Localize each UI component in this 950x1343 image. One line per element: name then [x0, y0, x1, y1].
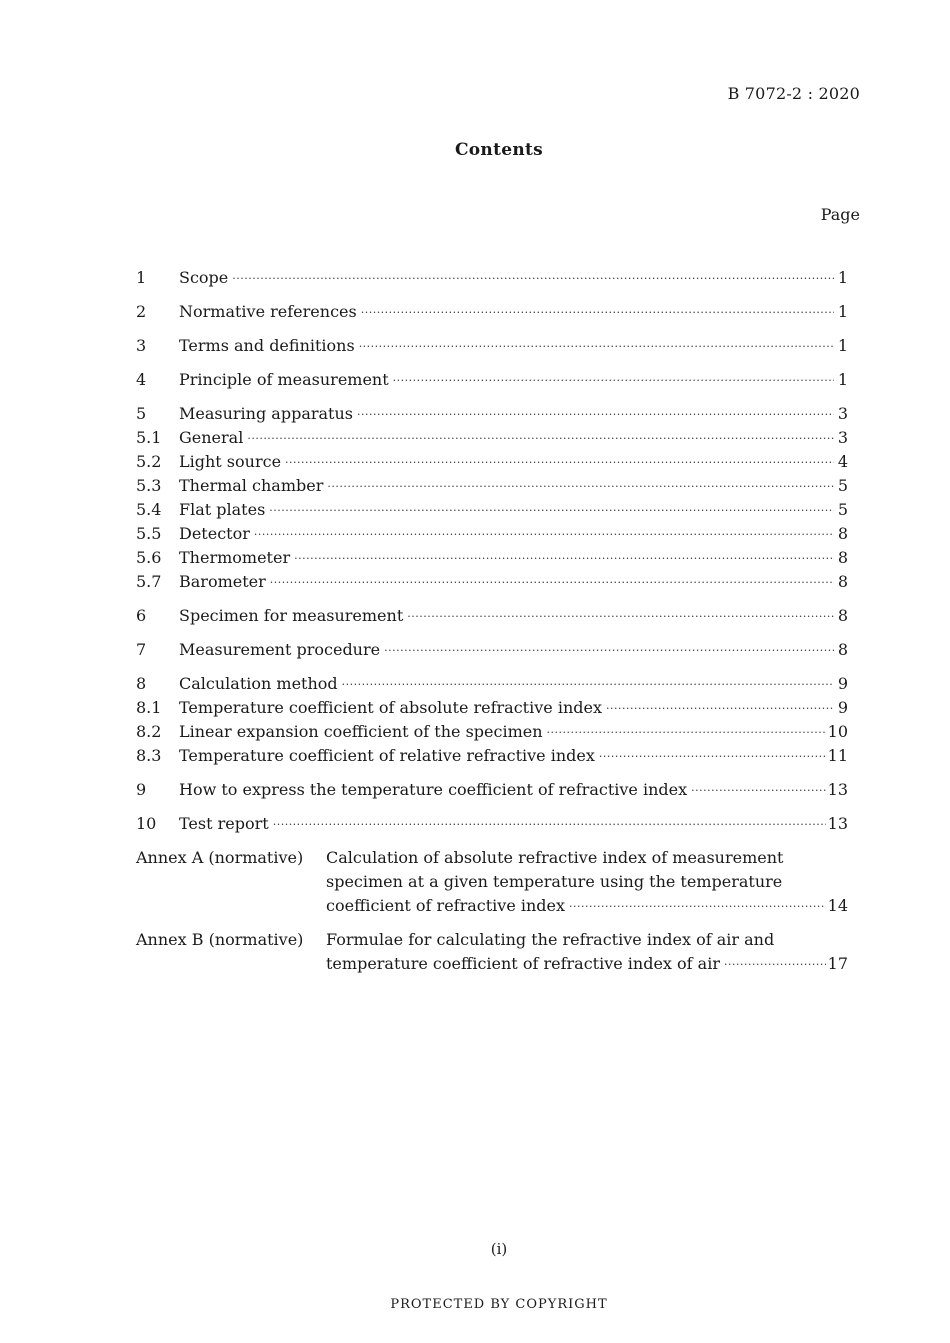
toc-entry-page: 3 [837, 428, 848, 447]
annex-title-line: coefficient of refractive index [326, 896, 566, 915]
toc-group-1 [136, 266, 848, 290]
toc-entry-number: 9 [136, 780, 147, 799]
table-of-contents [136, 266, 848, 986]
page-column-heading: Page [820, 205, 860, 224]
toc-entry-label: Measurement procedure [179, 640, 381, 659]
toc-entry-page: 5 [837, 476, 848, 495]
toc-entry-number: 8.3 [136, 746, 162, 765]
dot-leader [270, 570, 834, 587]
toc-entry-label: Calculation method [179, 674, 338, 693]
toc-entry-number: 5.3 [136, 476, 162, 495]
toc-entry-number: 2 [136, 302, 147, 321]
toc-group-3 [136, 334, 848, 358]
annex-title-line: temperature coefficient of refractive index of air [326, 954, 720, 973]
toc-entry-flat-plates[interactable] [136, 498, 848, 522]
dot-leader [724, 952, 826, 969]
toc-entry-number: 8.2 [136, 722, 162, 741]
toc-entry-label: Normative references [179, 302, 357, 321]
annex-title-line: specimen at a given temperature using the temperature [326, 872, 783, 891]
toc-entry-barometer[interactable] [136, 570, 848, 594]
toc-entry-page: 8 [837, 640, 848, 659]
toc-entry-test-report[interactable] [136, 812, 848, 836]
annex-title-last-line [326, 894, 848, 918]
toc-entry-page: 14 [827, 896, 848, 915]
toc-entry-page: 3 [837, 404, 848, 423]
toc-entry-page: 1 [837, 370, 848, 389]
toc-entry-measurement-procedure[interactable] [136, 638, 848, 662]
toc-entry-number: 5 [136, 404, 147, 423]
toc-entry-page: 8 [837, 572, 848, 591]
toc-entry-page: 17 [827, 954, 848, 973]
toc-entry-temp-coeff-absolute[interactable] [136, 696, 848, 720]
toc-entry-number: 10 [136, 814, 157, 833]
toc-entry-label: Test report [179, 814, 269, 833]
toc-entry-page: 4 [837, 452, 848, 471]
toc-entry-terms-and-definitions[interactable] [136, 334, 848, 358]
dot-leader [384, 638, 834, 655]
dot-leader [232, 266, 834, 283]
toc-entry-thermometer[interactable] [136, 546, 848, 570]
toc-entry-number: 5.2 [136, 452, 162, 471]
toc-entry-page: 8 [837, 524, 848, 543]
toc-entry-page: 11 [827, 746, 848, 765]
annex-name: Annex A (normative) [136, 848, 304, 867]
toc-entry-label: Linear expansion coefficient of the specimen [179, 722, 543, 741]
toc-entry-detector[interactable] [136, 522, 848, 546]
dot-leader [285, 450, 834, 467]
dot-leader [359, 334, 834, 351]
toc-entry-label: Thermometer [179, 548, 291, 567]
annex-title-line: Formulae for calculating the refractive index of air and [326, 930, 775, 949]
toc-entry-scope[interactable] [136, 266, 848, 290]
toc-entry-page: 10 [827, 722, 848, 741]
toc-entry-label: How to express the temperature coefficient of refractive index [179, 780, 688, 799]
toc-entry-number: 5.5 [136, 524, 162, 543]
dot-leader [691, 778, 826, 795]
dot-leader [606, 696, 834, 713]
toc-entry-label: Light source [179, 452, 282, 471]
toc-entry-number: 4 [136, 370, 147, 389]
toc-entry-label: Thermal chamber [179, 476, 324, 495]
toc-entry-annex-a[interactable] [136, 846, 848, 918]
toc-entry-number: 5.6 [136, 548, 162, 567]
toc-group-5 [136, 402, 848, 594]
standard-number: B 7072-2 : 2020 [727, 84, 860, 103]
toc-entry-page: 8 [837, 606, 848, 625]
toc-entry-page: 8 [837, 548, 848, 567]
toc-entry-number: 5.7 [136, 572, 162, 591]
toc-entry-measuring-apparatus[interactable] [136, 402, 848, 426]
toc-entry-label: Flat plates [179, 500, 266, 519]
toc-entry-light-source[interactable] [136, 450, 848, 474]
toc-entry-number: 5.4 [136, 500, 162, 519]
toc-entry-page: 1 [837, 302, 848, 321]
toc-entry-page: 9 [837, 698, 848, 717]
toc-entry-page: 13 [827, 814, 848, 833]
dot-leader [254, 522, 834, 539]
toc-entry-label: Measuring apparatus [179, 404, 353, 423]
dot-leader [569, 894, 826, 911]
dot-leader [269, 498, 834, 515]
toc-entry-page: 13 [827, 780, 848, 799]
toc-entry-label: Barometer [179, 572, 266, 591]
toc-entry-label: Detector [179, 524, 250, 543]
toc-entry-page: 9 [837, 674, 848, 693]
annex-title-line: Calculation of absolute refractive index of measurement [326, 848, 784, 867]
toc-group-9 [136, 778, 848, 802]
dot-leader [361, 300, 834, 317]
dot-leader [327, 474, 834, 491]
annex-title [326, 846, 848, 918]
toc-group-7 [136, 638, 848, 662]
toc-entry-label: Temperature coefficient of absolute refractive index [179, 698, 602, 717]
toc-group-2 [136, 300, 848, 324]
dot-leader [407, 604, 834, 621]
toc-group-4 [136, 368, 848, 392]
dot-leader [342, 672, 834, 689]
page-title: Contents [454, 140, 544, 160]
annex-title-last-line [326, 952, 848, 976]
toc-entry-label: Principle of measurement [179, 370, 389, 389]
toc-entry-specimen-for-measurement[interactable] [136, 604, 848, 628]
copyright-notice: PROTECTED BY COPYRIGHT [390, 1297, 608, 1312]
dot-leader [357, 402, 834, 419]
footer-page-number: (i) [490, 1240, 508, 1258]
toc-entry-thermal-chamber[interactable] [136, 474, 848, 498]
toc-entry-principle-of-measurement[interactable] [136, 368, 848, 392]
dot-leader [294, 546, 834, 563]
dot-leader [599, 744, 826, 761]
toc-entry-number: 5.1 [136, 428, 162, 447]
toc-entry-page: 1 [837, 336, 848, 355]
toc-entry-number: 8.1 [136, 698, 162, 717]
toc-entry-label: Temperature coefficient of relative refractive index [179, 746, 595, 765]
toc-entry-number: 1 [136, 268, 147, 287]
toc-group-8 [136, 672, 848, 768]
toc-entry-number: 3 [136, 336, 147, 355]
toc-entry-temp-coeff-relative[interactable] [136, 744, 848, 768]
toc-entry-label: Scope [179, 268, 229, 287]
toc-entry-number: 7 [136, 640, 147, 659]
toc-entry-label: Specimen for measurement [179, 606, 404, 625]
toc-entry-normative-references[interactable] [136, 300, 848, 324]
dot-leader [393, 368, 834, 385]
annex-name: Annex B (normative) [136, 930, 304, 949]
annex-title [326, 928, 848, 976]
toc-entry-linear-expansion[interactable] [136, 720, 848, 744]
dot-leader [273, 812, 826, 829]
toc-group-6 [136, 604, 848, 628]
dot-leader [547, 720, 826, 737]
toc-entry-label: General [179, 428, 244, 447]
toc-entry-number: 8 [136, 674, 147, 693]
toc-group-10 [136, 812, 848, 836]
toc-entry-page: 1 [837, 268, 848, 287]
toc-entry-how-to-express[interactable] [136, 778, 848, 802]
toc-entry-calculation-method[interactable] [136, 672, 848, 696]
toc-entry-page: 5 [837, 500, 848, 519]
toc-entry-general[interactable] [136, 426, 848, 450]
toc-entry-label: Terms and definitions [179, 336, 355, 355]
dot-leader [247, 426, 834, 443]
toc-entry-annex-b[interactable] [136, 928, 848, 976]
toc-entry-number: 6 [136, 606, 147, 625]
